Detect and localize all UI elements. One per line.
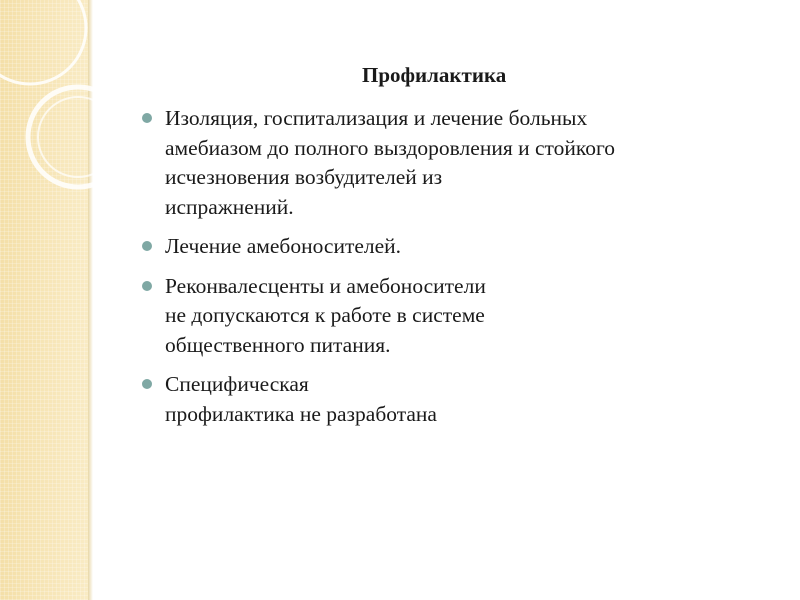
- bullet-dot-shape: [142, 113, 152, 123]
- bullet-dot-shape: [142, 281, 152, 291]
- decorative-circle-top: [0, 0, 86, 84]
- bullet-item-isolation: [140, 104, 780, 222]
- bullet-item-specific-prevention: [140, 370, 780, 429]
- slide-title: Профилактика: [362, 63, 507, 87]
- bullet-item-carriers-treatment: [140, 232, 780, 262]
- bullet-dot-shape: [142, 241, 152, 251]
- bullet-line: Реконвалесценты и амебоносители: [165, 273, 486, 298]
- bullet-dot-icon: [141, 112, 153, 124]
- bullet-line: амебиазом до полного выздоровления и стойкого: [165, 135, 616, 160]
- slide-content: [140, 60, 780, 439]
- bullet-list: [140, 104, 780, 429]
- decorative-circle-inner: [38, 97, 118, 177]
- bullet-line: испражнений.: [165, 194, 294, 219]
- bullet-dot-icon: [141, 378, 153, 390]
- bullet-line: Специфическая: [165, 372, 309, 396]
- bullet-line: Лечение амебоносителей.: [165, 234, 402, 258]
- bullet-line: исчезновения возбудителей из: [165, 165, 443, 189]
- bullet-dot-icon: [141, 280, 153, 292]
- decorative-circle-middle: [28, 87, 128, 187]
- bullet-line: общественного питания.: [165, 332, 391, 357]
- decorative-circles: [0, 0, 140, 600]
- bullet-dot-shape: [142, 379, 152, 389]
- bullet-line: Изоляция, госпитализация и лечение больных: [165, 106, 588, 130]
- bullet-line: не допускаются к работе в системе: [165, 303, 485, 327]
- bullet-dot-icon: [141, 240, 153, 252]
- bullet-item-work-restriction: [140, 272, 780, 361]
- bullet-line: профилактика не разработана: [165, 401, 437, 426]
